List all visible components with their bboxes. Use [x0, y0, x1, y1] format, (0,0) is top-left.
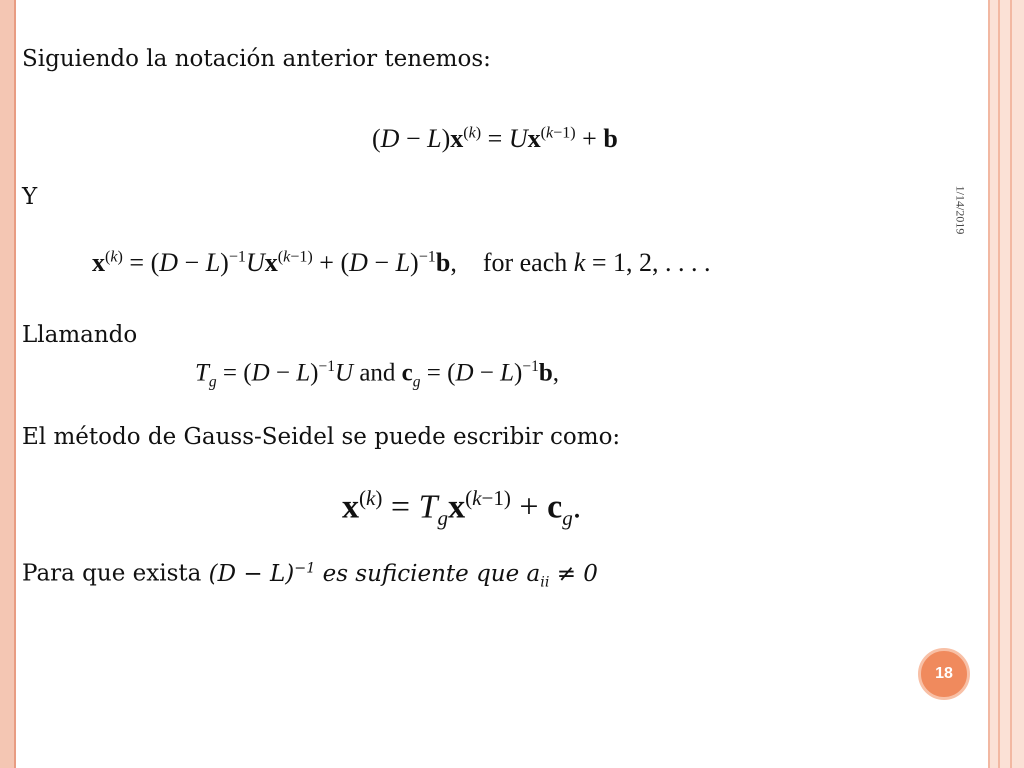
equation-2: $x^{(k)} = (D - L)^{-1}Ux^{(k-1)} + (D - L)^{-1}b$, for each k = 1, 2, . . . . — [92, 248, 711, 277]
page-number-badge: 18 — [918, 648, 970, 700]
condition-text: Para que exista — [22, 560, 202, 587]
condition-line — [22, 560, 598, 590]
left-frame-bar — [0, 0, 14, 768]
y-label: Y — [22, 184, 38, 210]
equation-1: $(D - L)x^{(k)} = Ux^{(k-1)} + b$ — [372, 124, 618, 153]
left-frame-line — [14, 0, 16, 768]
slide-date: 1/14/2019 — [953, 185, 968, 235]
equation-3: $T_g = (D - L)^{-1}U$ and $c_g = (D - L)^{-1}b$, — [195, 358, 560, 391]
intro-text: Siguiendo la notación anterior tenemos: — [22, 46, 491, 72]
condition-math: $(D - L)^{-1}$ es suficiente que $a_{ii} \ne 0$ — [208, 560, 598, 591]
llamando-label: Llamando — [22, 322, 138, 348]
method-text: El método de Gauss-Seidel se puede escribir como: — [22, 424, 621, 450]
right-frame-stripes — [976, 0, 1024, 768]
equation-4: $x^{(k)} = T_gx^{(k-1)} + c_g$. — [342, 486, 582, 531]
